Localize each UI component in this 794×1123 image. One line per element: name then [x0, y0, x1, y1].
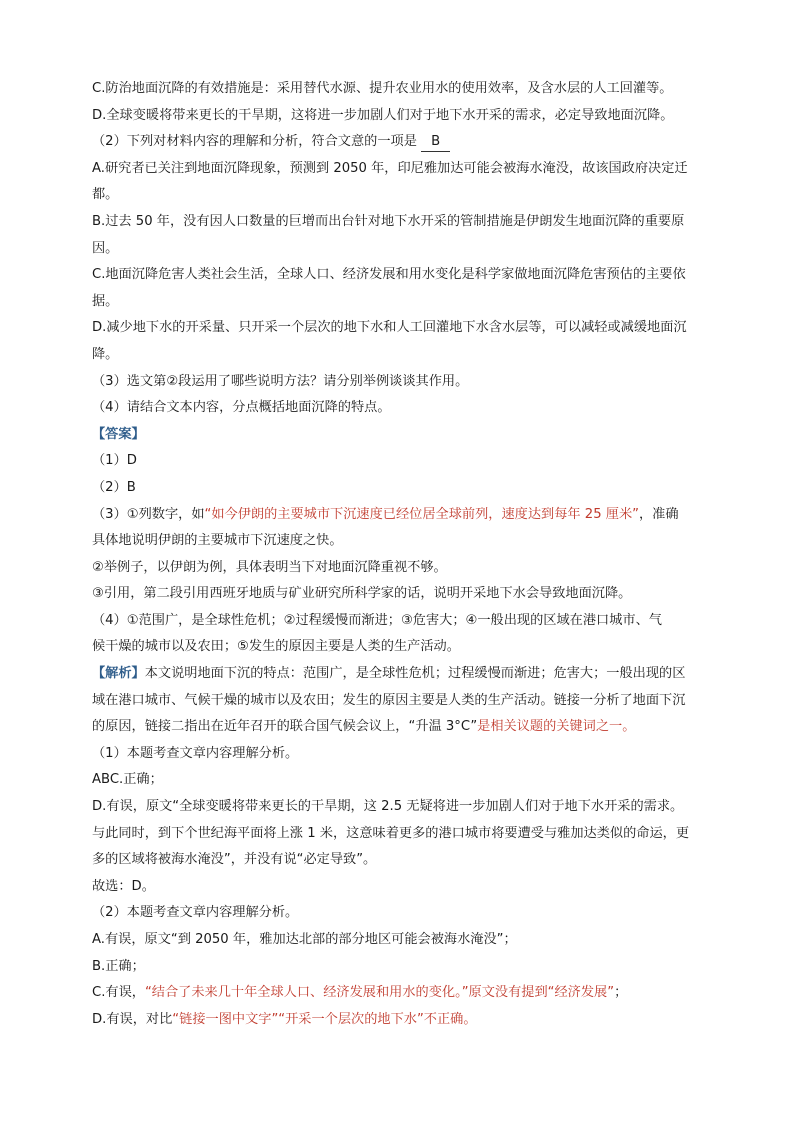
text-line: C.防治地面沉降的有效措施是：采用替代水源、提升农业用水的使用效率，及含水层的人工回灌等。: [92, 81, 673, 96]
answer-4: （4）①范围广，是全球性危机；②过程缓慢而渐进；③危害大；④一般出现的区域在港口城市、气: [92, 612, 662, 628]
analysis-line: B.正确；: [92, 958, 145, 974]
analysis-line: 故选：D。: [92, 878, 155, 894]
analysis-line: 多的区域将被海水淹没”，并没有说“必定导致”。: [92, 852, 377, 868]
question-2-stem: （2）下列对材料内容的理解和分析，符合文意的一项是 B: [92, 129, 732, 156]
text-line: A.研究者已关注到地面沉降现象，预测到 2050 年，印尼雅加达可能会被海水淹没，故该国政府决定迁: [92, 160, 688, 176]
analysis-line: 的原因，链接二指出在近年召开的联合国气候会议上，“升温 3°C”是相关议题的关键词之一。: [92, 719, 636, 735]
text-line: （4）请结合文本内容，分点概括地面沉降的特点。: [92, 400, 391, 416]
document-page: [92, 76, 732, 1033]
text-line: 降。: [92, 346, 119, 362]
text-line: （3）选文第②段运用了哪些说明方法？请分别举例谈谈其作用。: [92, 373, 469, 389]
answer-blank: B: [421, 133, 450, 152]
analysis-line: ABC.正确；: [92, 772, 163, 788]
text-line: D.减少地下水的开采量、只开采一个层次的地下水和人工回灌地下水含水层等，可以减轻或减缓地面沉: [92, 320, 687, 336]
answer-4-cont: 候干燥的城市以及农田；⑤发生的原因主要是人类的生产活动。: [92, 639, 460, 655]
text-line: B.过去 50 年，没有因人口数量的巨增而出台针对地下水开采的管制措施是伊朗发生地面沉降的重要原: [92, 213, 685, 229]
analysis-q1-title: （1）本题考查文章内容理解分析。: [92, 745, 299, 761]
analysis-line: 与此同时，到下个世纪海平面将上涨 1 米，这意味着更多的港口城市将要遭受与雅加达类似的命运，更: [92, 825, 690, 841]
analysis-line: 【解析】本文说明地面下沉的特点：范围广，是全球性危机；过程缓慢而渐进；危害大；一般出现的区: [92, 666, 686, 682]
text-line: D.全球变暖将带来更长的干旱期，这将进一步加剧人们对于地下水开采的需求，必定导致地面沉降。: [92, 107, 674, 123]
answer-3-cont: ③引用，第二段引用西班牙地质与矿业研究所科学家的话，说明开采地下水会导致地面沉降。: [92, 586, 632, 602]
answer-3-cont: ②举例子，以伊朗为例，具体表明当下对地面沉降重视不够。: [92, 559, 447, 575]
answer-3-cont: 具体地说明伊朗的主要城市下沉速度之快。: [92, 533, 343, 549]
analysis-q2-title: （2）本题考查文章内容理解分析。: [92, 905, 299, 921]
answer-1: （1）D: [92, 453, 137, 469]
text-line: 都。: [92, 187, 119, 203]
text-line: C.地面沉降危害人类社会生活，全球人口、经济发展和用水变化是科学家做地面沉降危害预估的主要依: [92, 267, 686, 283]
analysis-line: A.有误，原文“到 2050 年，雅加达北部的部分地区可能会被海水淹没”；: [92, 932, 517, 947]
analysis-line: D.有误，对比“链接一图中文字”“开采一个层次的地下水”不正确。: [92, 1011, 477, 1027]
text-line: 据。: [92, 293, 119, 309]
analysis-line: C.有误，“结合了未来几十年全球人口、经济发展和用水的变化。”原文没有提到“经济发展”；: [92, 985, 628, 1001]
answer-header: 【答案】: [92, 426, 145, 442]
answer-3: （3）①列数字，如“如今伊朗的主要城市下沉速度已经位居全球前列，速度达到每年 25 厘米”，准确: [92, 506, 679, 522]
answer-2: （2）B: [92, 479, 136, 495]
text-line: 因。: [92, 240, 119, 256]
analysis-line: D.有误，原文“全球变暖将带来更长的干旱期，这 2.5 无疑将进一步加剧人们对于地下水开采的需求。: [92, 799, 684, 815]
analysis-line: 域在港口城市、气候干燥的城市以及农田；发生的原因主要是人类的生产活动。链接一分析了地面下沉: [92, 692, 686, 708]
